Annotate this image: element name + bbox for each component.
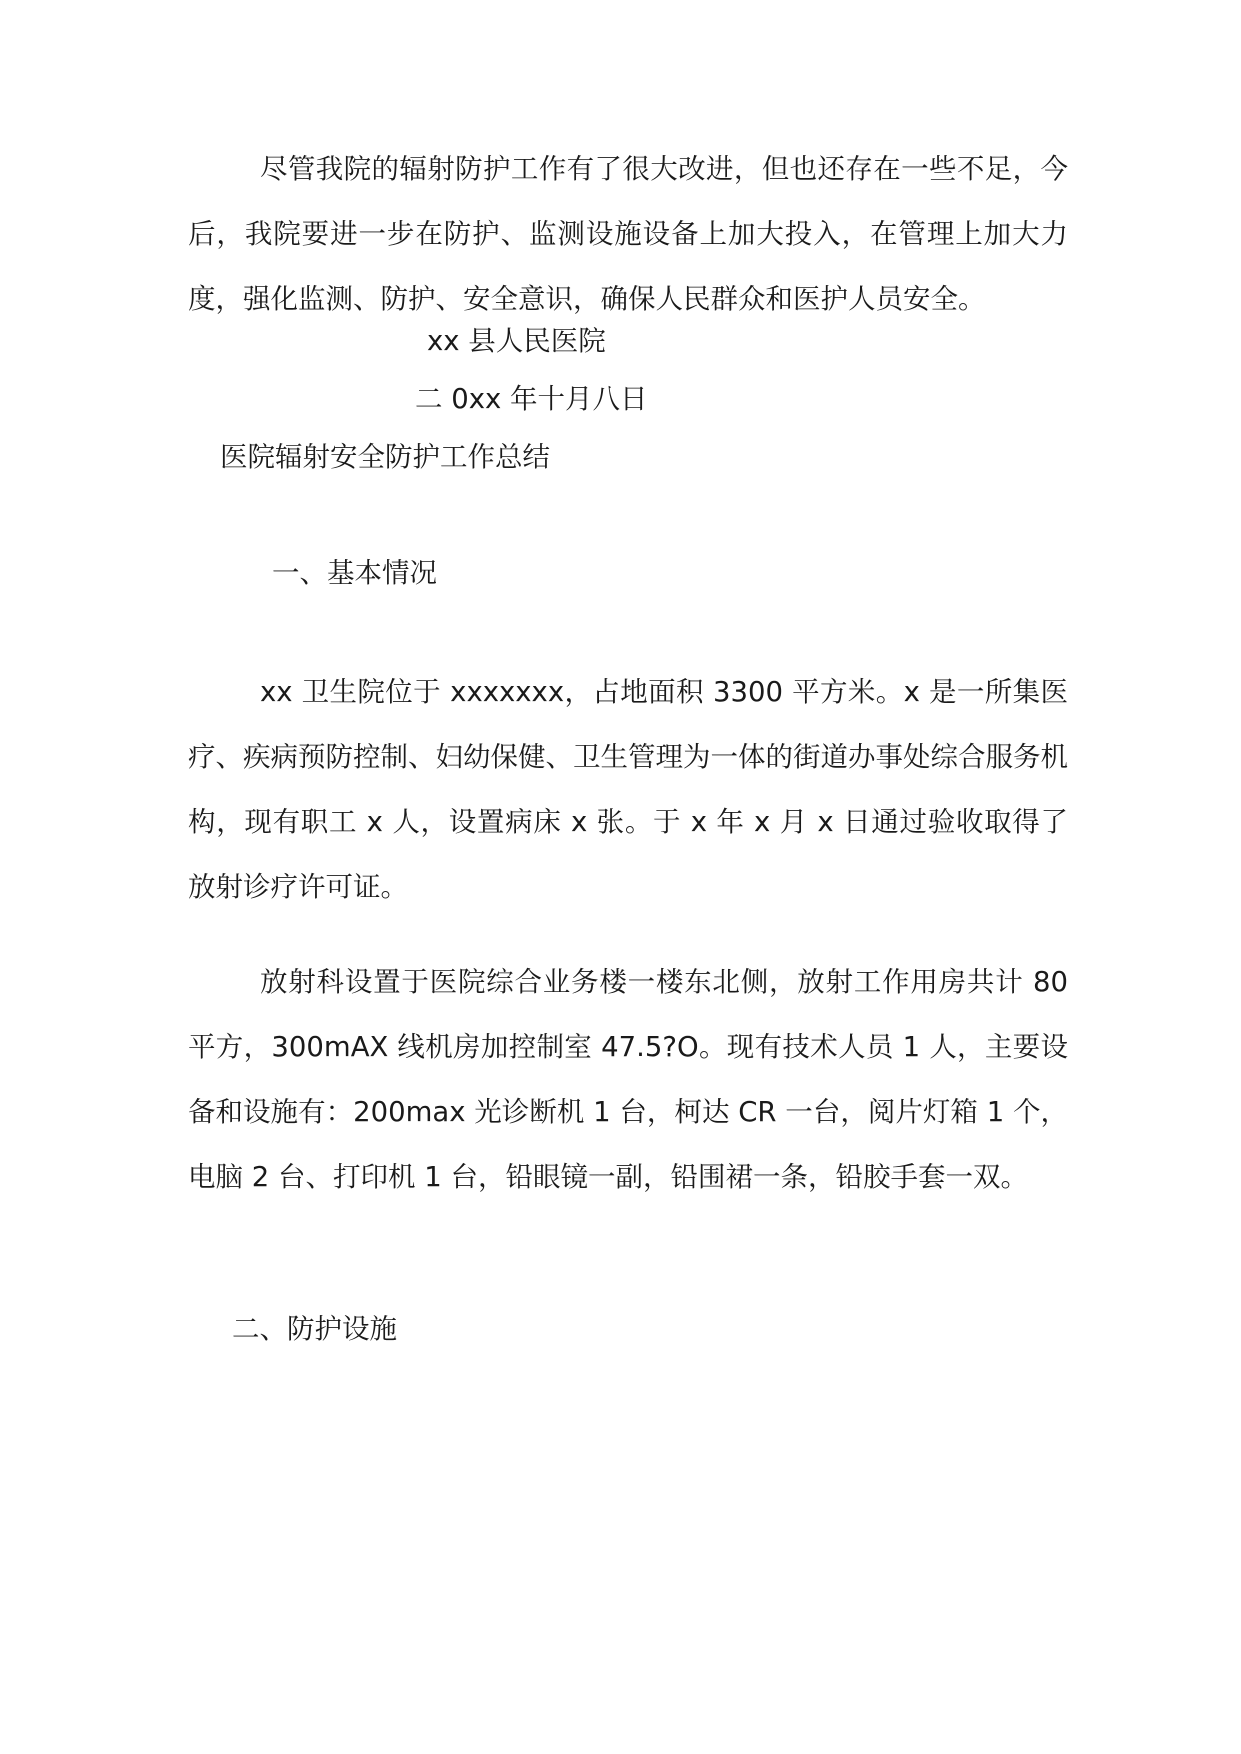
- signature-organization: xx 县人民医院: [427, 325, 606, 357]
- signature-date: 二 0xx 年十月八日: [415, 383, 648, 415]
- section-heading-basic-info: 一、基本情况: [272, 557, 437, 589]
- section-heading-protection-facilities: 二、防护设施: [232, 1313, 397, 1345]
- basic-info-paragraph: xx 卫生院位于 xxxxxxx，占地面积 3300 平方米。x 是一所集医疗、疾病预防控制、妇幼保健、卫生管理为一体的街道办事处综合服务机构，现有职工 x 人，设置病床 x 张。于 x 年 x 月 x 日通过验收取得了放射诊疗许可证。: [188, 676, 1068, 903]
- closing-paragraph: 尽管我院的辐射防护工作有了很大改进，但也还存在一些不足，今后，我院要进一步在防护、监测设施设备上加大投入，在管理上加大力度，强化监测、防护、安全意识，确保人民群众和医护人员安全。: [188, 153, 1068, 315]
- radiology-dept-paragraph: 放射科设置于医院综合业务楼一楼东北侧，放射工作用房共计 80 平方，300mAX 线机房加控制室 47.5?O。现有技术人员 1 人，主要设备和设施有：200max 光诊断机 1 台，柯达 CR 一台，阅片灯箱 1 个，电脑 2 台、打印机 1 台，铅眼镜一副，铅围裙一条，铅胶手套一双。: [188, 966, 1068, 1193]
- document-title: 医院辐射安全防护工作总结: [220, 441, 550, 473]
